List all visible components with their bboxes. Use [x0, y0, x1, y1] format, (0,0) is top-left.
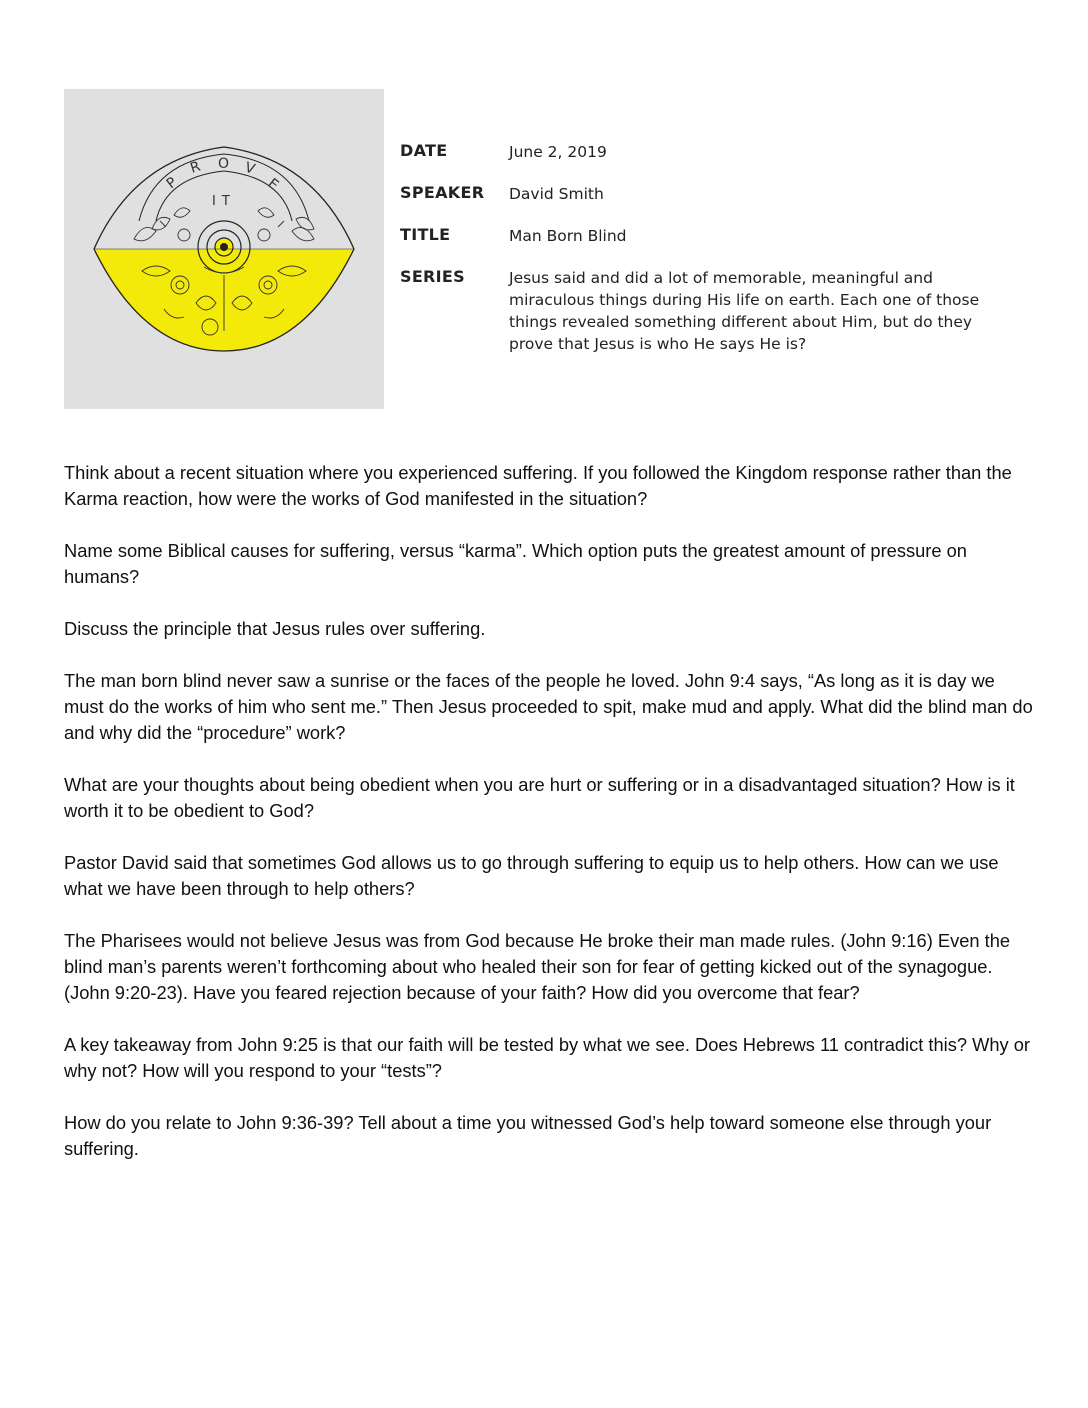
sermon-header [64, 89, 1024, 409]
speaker-value: David Smith [509, 185, 604, 203]
question-paragraph: The Pharisees would not believe Jesus was from God because He broke their man made rules. (John 9:16) Even the blind man’s parents weren’t forthcoming about who healed their son for fear of getting kicked out of the synagogue. (John 9:20-23). Have you feared rejection because of your faith? How did you overcome that fear? [64, 930, 1011, 1003]
series-label: SERIES [400, 267, 465, 286]
title-value: Man Born Blind [509, 227, 627, 245]
question-paragraph: Pastor David said that sometimes God allows us to go through suffering to equip us to help others. How can we use what we have been through to help others? [64, 852, 999, 899]
question-paragraph: What are your thoughts about being obedient when you are hurt or suffering or in a disadvantaged situation? How is it worth it to be obedient to God? [64, 774, 1015, 821]
artwork-letter: P [163, 174, 181, 193]
date-value: June 2, 2019 [509, 143, 607, 161]
question-paragraph: The man born blind never saw a sunrise or the faces of the people he loved. John 9:4 says, “As long as it is day we must do the works of him who sent me.” Then Jesus proceeded to spit, make mud and apply. What did the blind man do and why did the “procedure” work? [64, 670, 1033, 743]
question-paragraph: Discuss the principle that Jesus rules over suffering. [64, 618, 486, 639]
date-label: DATE [400, 141, 448, 160]
series-description: Jesus said and did a lot of memorable, meaningful and miraculous things during His life on earth. Each one of those things revealed something different about Him, but do they prove that Jesus is who He says He is? [509, 269, 980, 353]
question-paragraph: A key takeaway from John 9:25 is that our faith will be tested by what we see. Does Hebrews 11 contradict this? Why or why not? How will you respond to your “tests”? [64, 1034, 1030, 1081]
artwork-letter: O [218, 156, 230, 172]
artwork-letter: E [264, 175, 282, 194]
artwork-letter: IT [212, 194, 236, 209]
series-artwork [64, 89, 384, 409]
artwork-letter: V [242, 159, 257, 178]
title-label: TITLE [400, 225, 451, 244]
question-paragraph: How do you relate to John 9:36-39? Tell about a time you witnessed God’s help toward someone else through your suffering. [64, 1112, 992, 1159]
speaker-label: SPEAKER [400, 183, 485, 202]
discussion-questions [64, 460, 1039, 1188]
eye-mandala-icon [64, 89, 384, 409]
artwork-letter: R [188, 158, 203, 177]
question-paragraph: Name some Biblical causes for suffering, versus “karma”. Which option puts the greatest amount of pressure on humans? [64, 540, 967, 587]
question-paragraph: Think about a recent situation where you experienced suffering. If you followed the Kingdom response rather than the Karma reaction, how were the works of God manifested in the situation? [64, 462, 1012, 509]
